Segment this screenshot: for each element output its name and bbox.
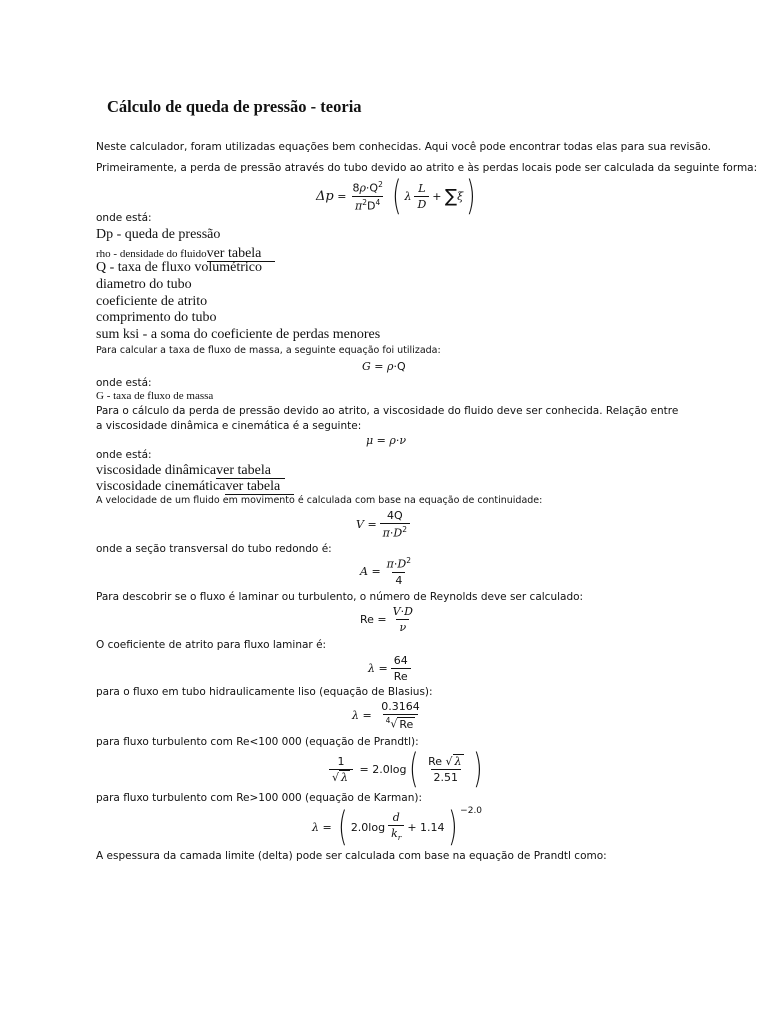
equation-reynolds: Re = $\frac{V\cdot D}{\nu}$ xyxy=(360,605,413,634)
var-q: Q - taxa de fluxo volumétrico xyxy=(96,260,263,275)
eq-20log-2: 2.0log xyxy=(350,820,386,834)
var-diameter: diametro do tubo xyxy=(96,277,192,292)
ver-tabela-link-3[interactable]: ver tabela xyxy=(225,479,294,495)
where-label-2: onde está: xyxy=(96,377,152,389)
cross-section-paragraph: onde a seção transversal do tubo redondo é: xyxy=(96,543,332,555)
var-sum-ksi: sum ksi - a soma do coeficiente de perdas menores xyxy=(96,327,381,342)
eq-03164: 0.3164 xyxy=(381,700,420,713)
where-label-3: onde está: xyxy=(96,449,152,461)
page-title: Cálculo de queda de pressão - teoria xyxy=(107,97,362,116)
eq-4q: 4Q xyxy=(387,509,403,522)
equation-viscosity: μ = ρ · ν xyxy=(366,434,407,447)
where-label-1: onde está: xyxy=(96,212,152,224)
var-rho-label: rho - densidade do fluido xyxy=(96,248,207,260)
eq-re-4: Re xyxy=(428,754,443,768)
intro-paragraph: Neste calculador, foram utilizadas equações bem conhecidas. Aqui você pode encontrar todas elas para sua revisão. xyxy=(96,141,711,153)
eq-one: 1 xyxy=(337,754,345,768)
viscosity-paragraph-line1: Para o cálculo da perda de pressão devido ao atrito, a viscosidade do fluido deve ser conhecida. Relação entre xyxy=(96,405,679,417)
ver-tabela-link-1[interactable]: ver tabela xyxy=(207,246,276,262)
eq-114: + 1.14 xyxy=(407,820,445,834)
equation-area: A = $\frac{\pi\cdot D^2}{4}$ xyxy=(360,556,412,587)
equation-karman: λ = ( 2.0log $\frac{d}{k_r}$ + 1.14 ) −2.0 xyxy=(312,804,483,850)
var-kinematic-viscosity xyxy=(96,479,294,495)
boundary-layer-paragraph: A espessura da camada limite (delta) pode ser calculada com base na equação de Prandtl como: xyxy=(96,850,607,862)
eq-251: 2.51 xyxy=(431,769,462,784)
eq-exp20: −2.0 xyxy=(460,806,483,816)
var-kinematic-viscosity-label: viscosidade cinemática xyxy=(96,479,226,494)
eq-re: Re xyxy=(360,613,374,626)
var-friction-coef: coeficiente de atrito xyxy=(96,294,208,309)
equation-mass-flow: G = ρ ·Q xyxy=(362,360,406,373)
karman-paragraph: para fluxo turbulento com Re>100 000 (equação de Karman): xyxy=(96,792,422,804)
blasius-paragraph: para o fluxo em tubo hidraulicamente liso (equação de Blasius): xyxy=(96,686,433,698)
viscosity-paragraph-line2: a viscosidade dinâmica e cinemática é a seguinte: xyxy=(96,420,362,432)
equation-pressure-drop: Δp = $\frac{8\rho\cdot Q^2}{\pi^2D^4}$ ( λ $\frac{L}{D}$ + ∑ ξ ) xyxy=(316,173,476,219)
velocity-paragraph: A velocidade de um fluido em movimento é calculada com base na equação de continuidade: xyxy=(96,495,543,506)
var-dynamic-viscosity-label: viscosidade dinâmica xyxy=(96,463,217,478)
laminar-paragraph: O coeficiente de atrito para fluxo laminar é: xyxy=(96,639,327,651)
var-g: G - taxa de fluxo de massa xyxy=(96,390,214,402)
prandtl-paragraph: para fluxo turbulento com Re<100 000 (equação de Prandtl): xyxy=(96,736,419,748)
equation-velocity: V = $\frac{4Q}{\pi\cdot D^2}$ xyxy=(356,509,413,540)
eq-20log: 2.0log xyxy=(372,762,407,776)
equation-laminar: λ = $\frac{64}{Re}$ xyxy=(368,654,414,683)
equation-blasius: λ = $\frac{0.3164}{^4√ Re}$ xyxy=(352,700,426,731)
mass-flow-paragraph: Para calcular a taxa de fluxo de massa, a seguinte equação foi utilizada: xyxy=(96,345,441,356)
eq-4: 4 xyxy=(392,572,405,587)
ver-tabela-link-2[interactable]: ver tabela xyxy=(216,463,285,479)
var-length: comprimento do tubo xyxy=(96,310,217,325)
eq-64: 64 xyxy=(393,654,408,667)
eq-re-2: Re xyxy=(391,668,411,683)
eq-re-3: Re xyxy=(399,717,414,731)
var-dp: Dp - queda de pressão xyxy=(96,227,221,242)
equation-prandtl: $\frac{1}{√ \lambda}$ = 2.0log ( $\frac{Re √ \lambda}{2.51}$ ) xyxy=(326,748,485,790)
reynolds-paragraph: Para descobrir se o fluxo é laminar ou turbulento, o número de Reynolds deve ser calculado: xyxy=(96,591,584,603)
pressure-loss-paragraph: Primeiramente, a perda de pressão através do tubo devido ao atrito e às perdas locais pode ser calculada da seguinte forma: xyxy=(96,162,758,174)
var-dynamic-viscosity xyxy=(96,463,285,479)
